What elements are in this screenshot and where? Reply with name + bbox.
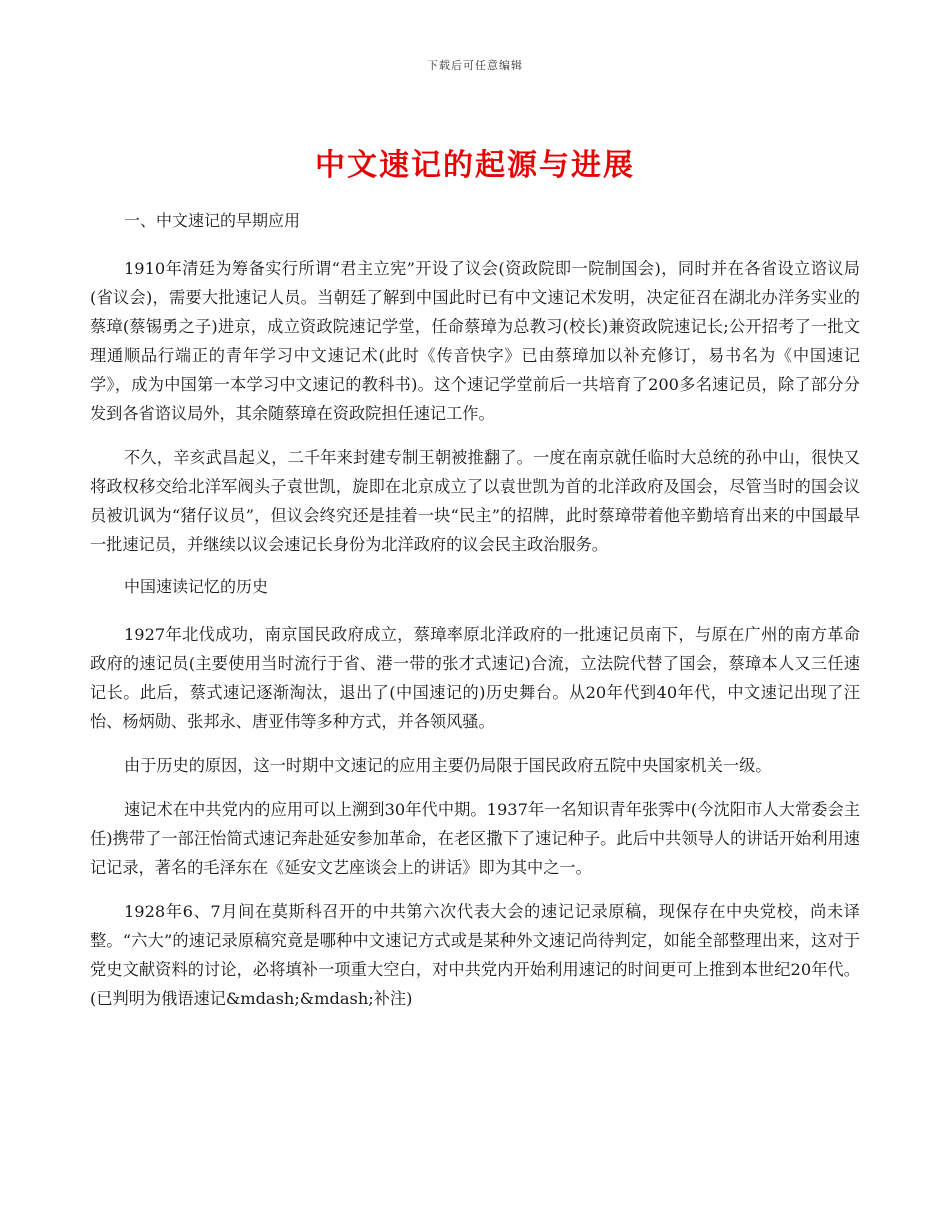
section-heading: 中国速读记忆的历史 [124,577,269,596]
section-heading: 一、中文速记的早期应用 [124,211,301,230]
section-early-applications [90,208,860,559]
paragraph: 由于历史的原因，这一时期中文速记的应用主要仍局限于国民政府五院中央国家机关一级。 [124,756,772,775]
document-title: 中文速记的起源与进展 [315,148,635,183]
section-history [90,574,860,1013]
document-body [90,208,860,1028]
header-note: 下载后可任意编辑 [427,59,523,72]
paragraph: 不久，辛亥武昌起义，二千年来封建专制王朝被推翻了。一度在南京就任临时大总统的孙中山，很快又将政权移交给北洋军阀头子袁世凯，旋即在北京成立了以袁世凯为首的北洋政府及国会，尽管当时的国会议员被讥讽为“猪仔议员”，但议会终究还是挂着一块“民主”的招牌，此时蔡璋带着他辛勤培育出来的中国最早一批速记员，并继续以议会速记长身份为北洋政府的议会民主政治服务。 [90,448,860,554]
paragraph: 速记术在中共党内的应用可以上溯到30年代中期。1937年一名知识青年张霁中(今沈阳市人大常委会主任)携带了一部汪怡简式速记奔赴延安参加革命，在老区撒下了速记种子。此后中共领导人的讲话开始利用速记记录，著名的毛泽东在《延安文艺座谈会上的讲话》即为其中之一。 [90,800,860,877]
paragraph: 1910年清廷为筹备实行所谓“君主立宪”开设了议会(资政院即一院制国会)，同时并在各省设立谘议局(省议会)，需要大批速记人员。当朝廷了解到中国此时已有中文速记术发明，决定征召在湖北办洋务实业的蔡璋(蔡锡勇之子)进京，成立资政院速记学堂，任命蔡璋为总教习(校长)兼资政院速记长;公开招考了一批文理通顺品行端正的青年学习中文速记术(此时《传音快字》已由蔡璋加以补充修订，易书名为《中国速记学》，成为中国第一本学习中文速记的教科书)。这个速记学堂前后一共培育了200多名速记员，除了部分分发到各省谘议局外，其余随蔡璋在资政院担任速记工作。 [90,259,860,423]
paragraph: 1927年北伐成功，南京国民政府成立，蔡璋率原北洋政府的一批速记员南下，与原在广州的南方革命政府的速记员(主要使用当时流行于省、港一带的张才式速记)合流，立法院代替了国会，蔡璋本人又三任速记长。此后，蔡式速记逐渐淘汰，退出了(中国速记的)历史舞台。从20年代到40年代，中文速记出现了汪怡、杨炳勋、张邦永、唐亚伟等多种方式，并各领风骚。 [90,625,860,731]
paragraph: 1928年6、7月间在莫斯科召开的中共第六次代表大会的速记记录原稿，现保存在中央党校，尚未译整。“六大”的速记录原稿究竟是哪种中文速记方式或是某种外文速记尚待判定，如能全部整理出来，这对于党史文献资料的讨论，必将填补一项重大空白，对中共党内开始利用速记的时间更可上推到本世纪20年代。(已判明为俄语速记&mdash;&mdash;补注) [90,902,860,1008]
